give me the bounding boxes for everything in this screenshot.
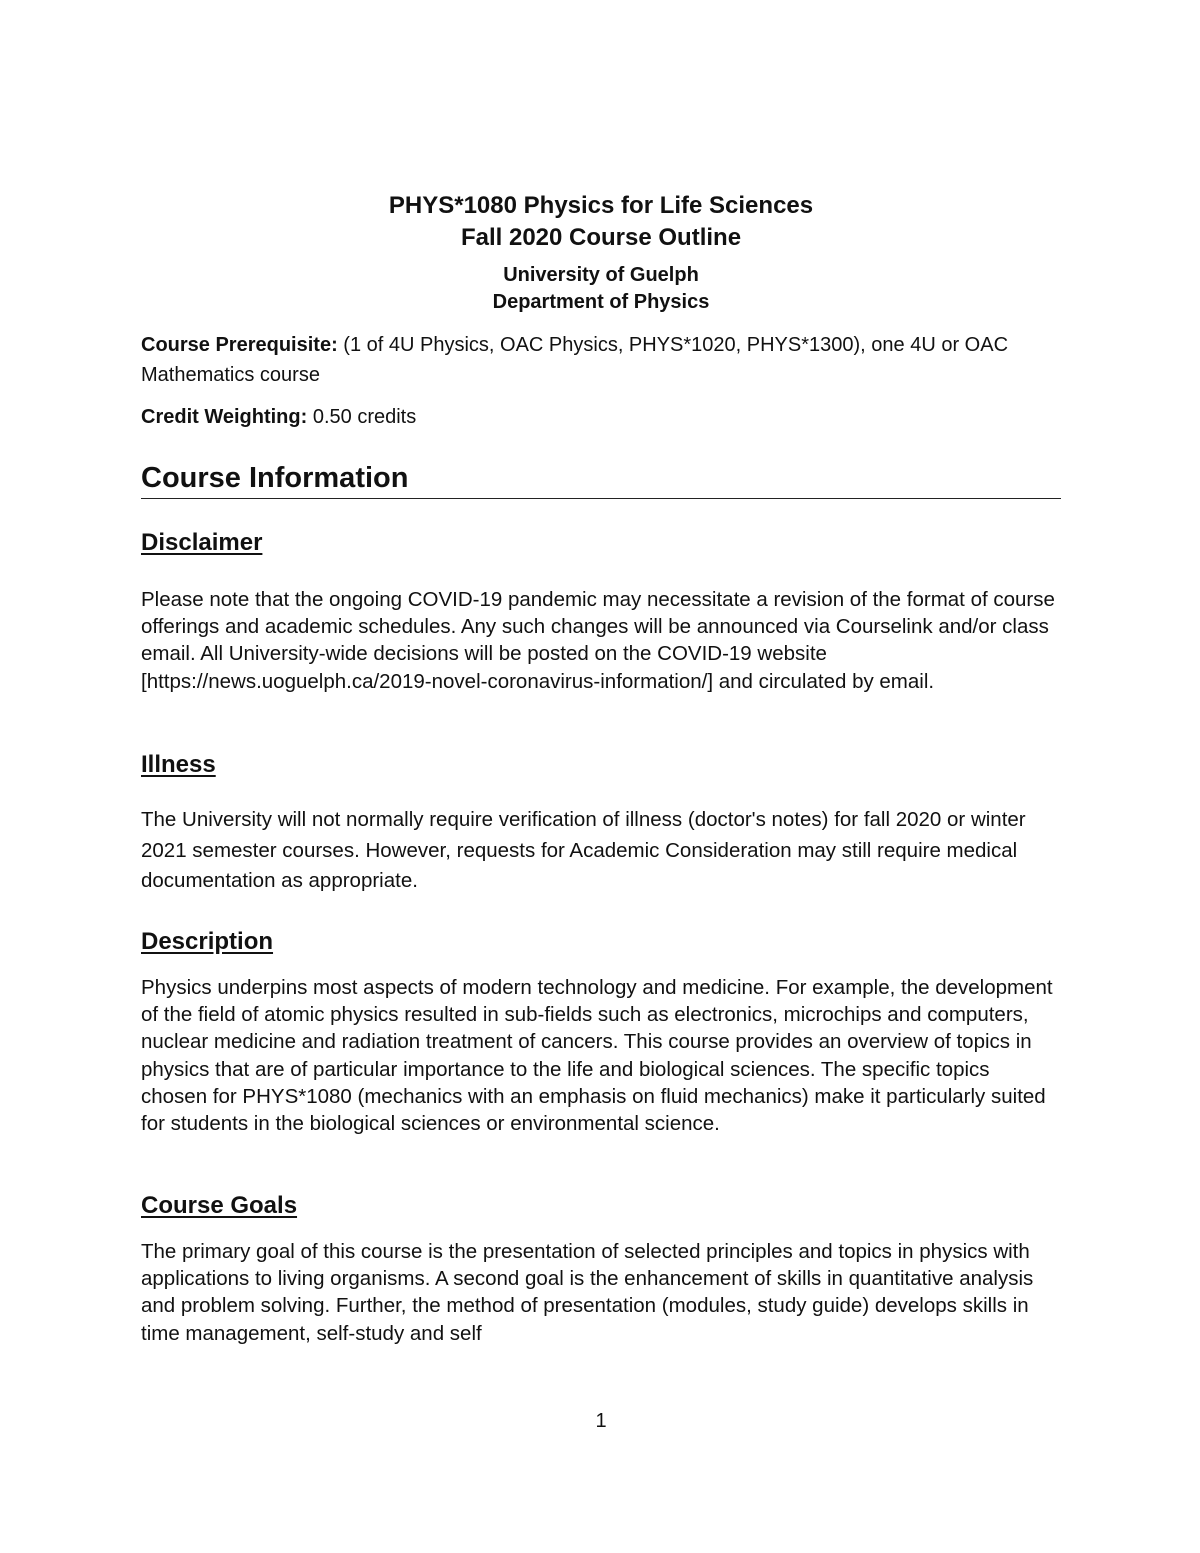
heading-illness: Illness (141, 751, 216, 778)
course-title: PHYS*1080 Physics for Life Sciences (388, 192, 814, 219)
illness-text: The University will not normally require verification of illness (doctor's notes) for fall 2020 or winter 2021 semester courses. However, requests for Academic Consideration may still require medical documentation as appropriate. (141, 808, 1026, 892)
heading-course-goals: Course Goals (141, 1192, 298, 1219)
prerequisite-value: (1 of 4U Physics, OAC Physics, PHYS*1020, PHYS*1300), one 4U or OAC Mathematics course (141, 334, 1009, 386)
university-name: University of Guelph (503, 264, 699, 286)
course-goals-text: The primary goal of this course is the presentation of selected principles and topics in physics with applications to living organisms. A second goal is the enhancement of skills in quantitative analysis and problem solving. Further, the method of presentation (modules, study guide) develops skills in time management, self-study and self (141, 1240, 1034, 1345)
disclaimer-text: Please note that the ongoing COVID-19 pandemic may necessitate a revision of the format of course offerings and academic schedules. Any such changes will be announced via Courselink and/or class email. All University-wide decisions will be posted on the COVID-19 website [https://news.uoguelph.ca/2019-novel-coronavirus-information/] and circulated by email. (141, 588, 1055, 693)
outline-title: Fall 2020 Course Outline (460, 224, 742, 251)
credit-line (141, 402, 1061, 432)
section-heading-course-information: Course Information (141, 458, 1061, 499)
credit-value: 0.50 credits (307, 406, 417, 428)
department-name: Department of Physics (492, 291, 710, 313)
institution-block (141, 262, 1061, 316)
heading-description: Description (141, 928, 274, 955)
credit-label: Credit Weighting: (141, 406, 308, 428)
document-title (141, 190, 1061, 254)
heading-disclaimer: Disclaimer (141, 529, 263, 556)
page-number: 1 (595, 1410, 607, 1432)
description-text: Physics underpins most aspects of modern technology and medicine. For example, the development of the field of atomic physics resulted in sub-fields such as electronics, microchips and computers, nuclear medicine and radiation treatment of cancers. This course provides an overview of topics in physics that are of particular importance to the life and biological sciences. The specific topics chosen for PHYS*1080 (mechanics with an emphasis on fluid mechanics) make it particularly suited for students in the biological sciences or environmental science. (141, 976, 1053, 1136)
document-page (141, 0, 1061, 1553)
prerequisite-label: Course Prerequisite: (141, 334, 338, 356)
prerequisite-line (141, 330, 1061, 390)
